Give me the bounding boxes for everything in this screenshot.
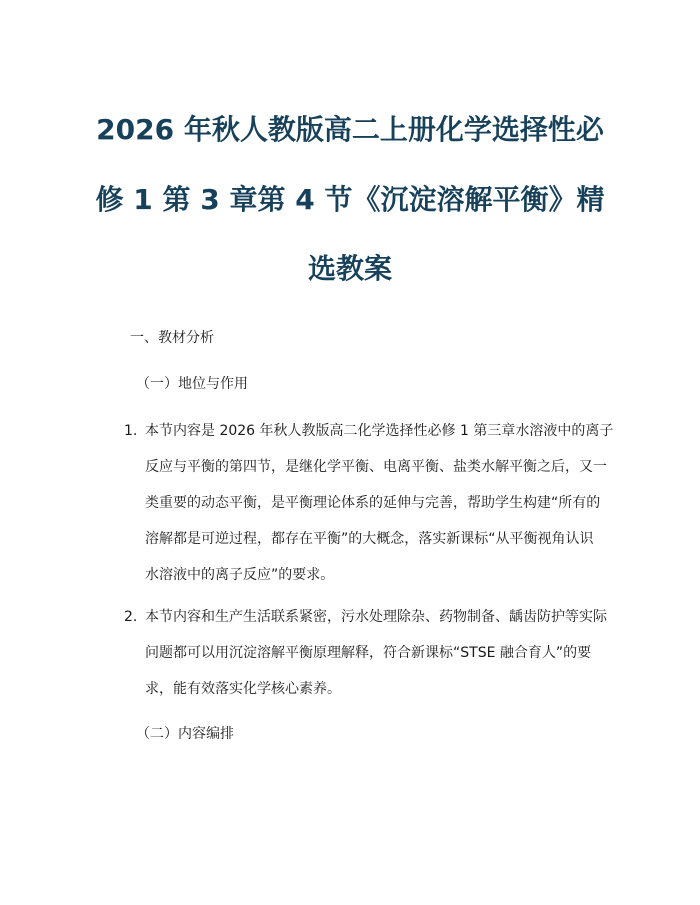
paragraph-line: 本节内容是 2026 年秋人教版高二化学选择性必修 1 第三章水溶液中的离子 <box>145 423 614 439</box>
document-title-line-1: 2026 年秋人教版高二上册化学选择性必 <box>96 113 604 146</box>
document-title-line-3: 选教案 <box>307 252 392 285</box>
list-item-number: 1. <box>124 423 138 439</box>
paragraph-line: 溶解都是可逆过程，都存在平衡”的大概念，落实新课标“从平衡视角认识 <box>145 531 594 547</box>
paragraph-line: 水溶液中的离子反应”的要求。 <box>145 567 335 583</box>
paragraph-line: 本节内容和生产生活联系紧密，污水处理除杂、药物制备、龋齿防护等实际 <box>145 609 607 625</box>
paragraph-line: 反应与平衡的第四节，是继化学平衡、电离平衡、盐类水解平衡之后，又一 <box>145 459 607 475</box>
section-heading-textbook-analysis: 一、教材分析 <box>130 330 214 346</box>
paragraph-line: 问题都可以用沉淀溶解平衡原理解释，符合新课标“STSE 融合育人”的要 <box>145 645 592 661</box>
paragraph-line: 类重要的动态平衡，是平衡理论体系的延伸与完善，帮助学生构建“所有的 <box>145 495 601 511</box>
document-title-line-2: 修 1 第 3 章第 4 节《沉淀溶解平衡》精 <box>95 183 605 216</box>
subsection-heading-role: （一）地位与作用 <box>136 376 248 392</box>
subsection-heading-arrangement: （二）内容编排 <box>136 726 234 742</box>
paragraph-line: 求，能有效落实化学核心素养。 <box>145 681 341 697</box>
list-item-number: 2. <box>124 609 138 625</box>
